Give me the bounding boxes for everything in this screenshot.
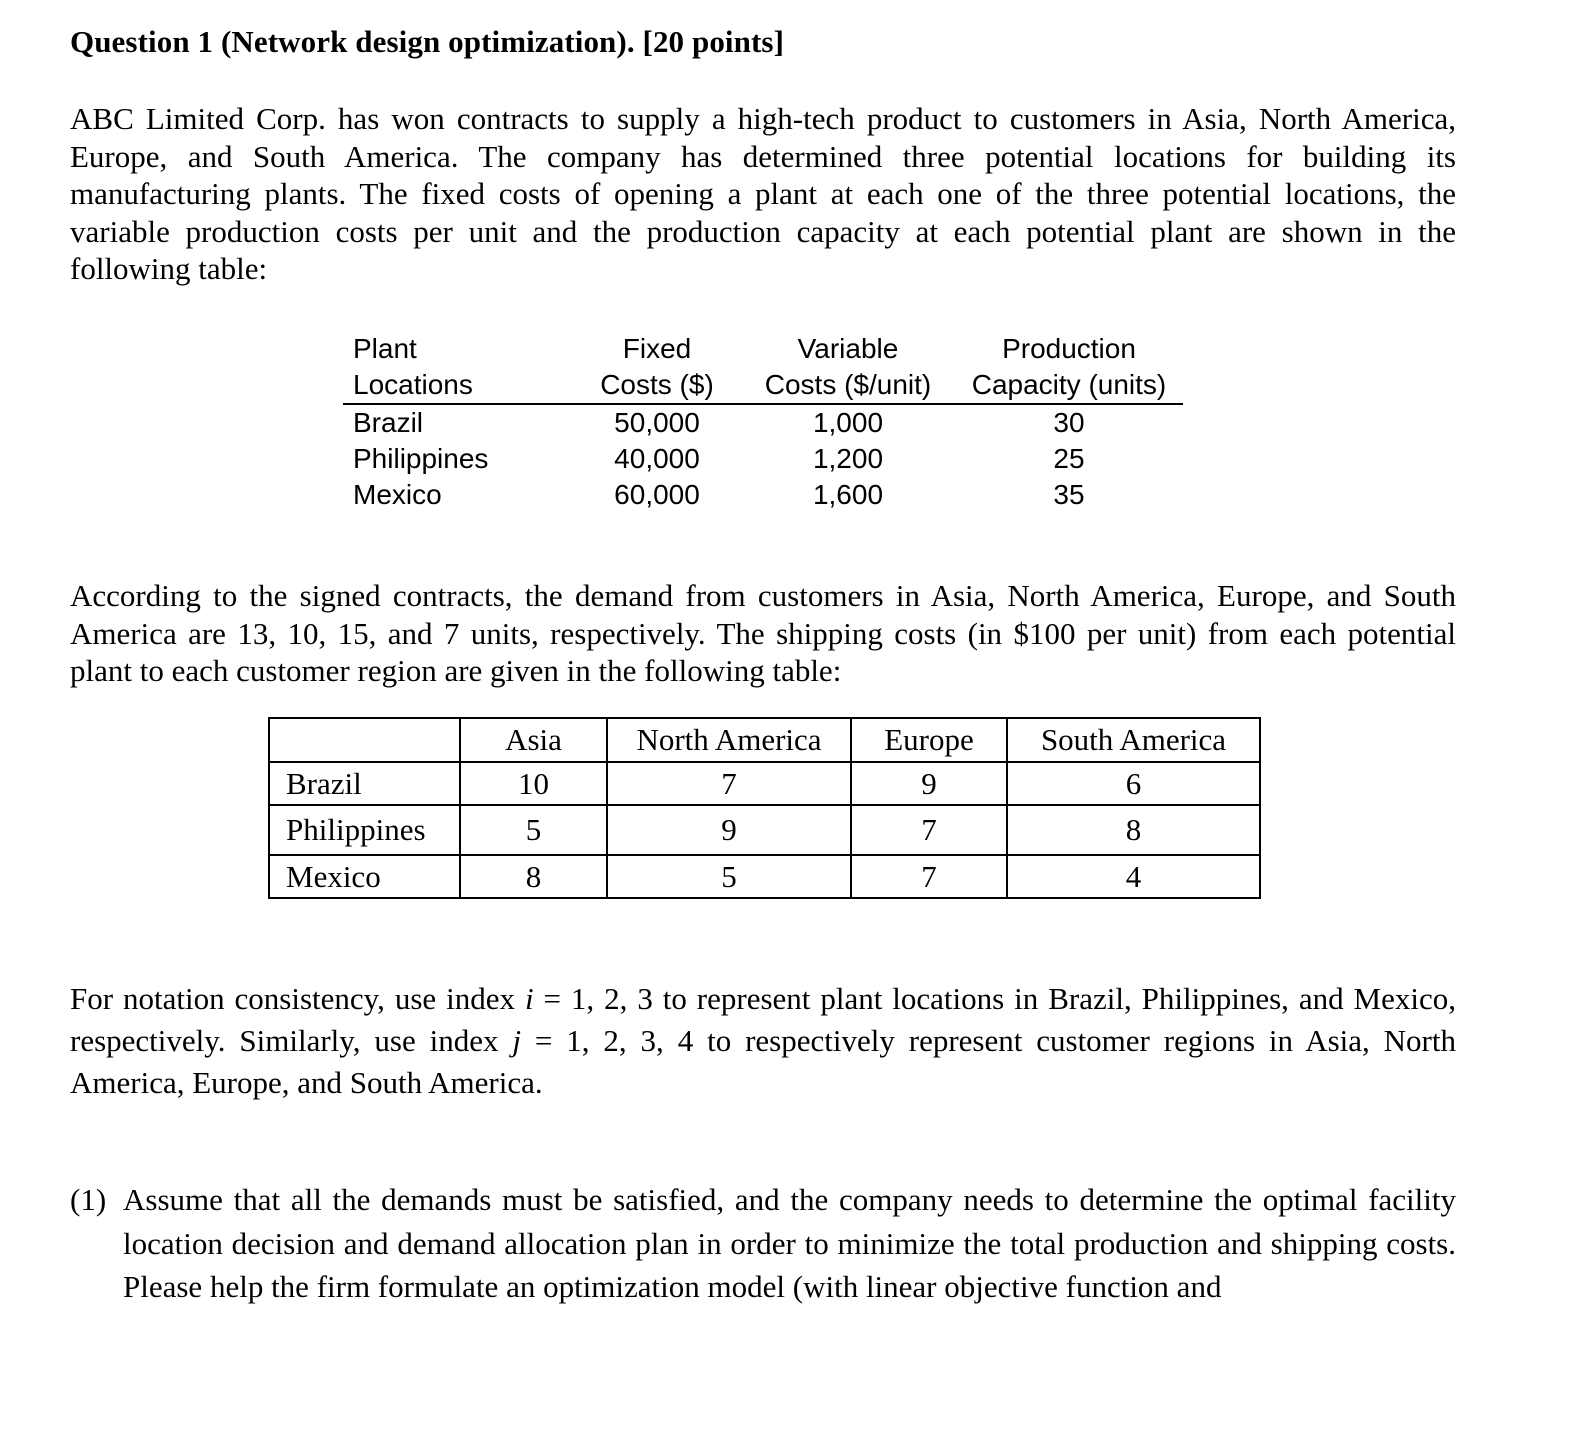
notation-text-part2: = 1, 2, 3 to represent plant locations in Brazil, Philippines, and Mexico, respectively. Similarly, use index bbox=[70, 981, 1456, 1058]
table-row bbox=[269, 855, 1260, 898]
capacity-cell: 25 bbox=[1053, 443, 1085, 474]
index-i-variable: i bbox=[524, 981, 534, 1016]
shipping-cost-cell: 7 bbox=[607, 762, 851, 805]
shipping-row-label: Philippines bbox=[269, 805, 460, 855]
variable-cost-cell: 1,600 bbox=[812, 479, 884, 510]
notation-text-part1: For notation consistency, use index bbox=[70, 981, 525, 1016]
plant-table-header-variable: Variable Costs ($/unit) bbox=[741, 331, 955, 404]
plant-cost-table bbox=[343, 331, 1183, 513]
shipping-table-corner-cell bbox=[269, 718, 460, 762]
question-1-item bbox=[70, 1178, 1456, 1309]
shipping-cost-cell: 6 bbox=[1007, 762, 1260, 805]
plant-table-header-location: Plant Locations bbox=[343, 331, 573, 404]
shipping-cost-table bbox=[268, 717, 1261, 899]
shipping-cost-cell: 9 bbox=[851, 762, 1007, 805]
question-1-text: Assume that all the demands must be satisfied, and the company needs to determine the optimal facility location decision and demand allocation plan in order to minimize the total production and shipping costs. Please help the firm formulate an optimization model (with linear objective function and bbox=[123, 1182, 1456, 1304]
table-row bbox=[269, 805, 1260, 855]
capacity-cell: 30 bbox=[1053, 407, 1085, 438]
shipping-cost-cell: 5 bbox=[460, 805, 607, 855]
fixed-cost-cell: 40,000 bbox=[614, 443, 700, 474]
question-title: Question 1 (Network design optimization). [20 points] bbox=[70, 24, 785, 59]
shipping-cost-cell: 8 bbox=[460, 855, 607, 898]
shipping-table-header-europe: Europe bbox=[851, 718, 1007, 762]
shipping-table-header-asia: Asia bbox=[460, 718, 607, 762]
table-row bbox=[343, 441, 1183, 477]
table-row bbox=[269, 762, 1260, 805]
shipping-row-label: Mexico bbox=[269, 855, 460, 898]
notation-text-part3: = 1, 2, 3, 4 to respectively represent customer regions in Asia, North America, Europe, and South America. bbox=[70, 1023, 1456, 1100]
shipping-cost-cell: 4 bbox=[1007, 855, 1260, 898]
plant-location-cell: Mexico bbox=[353, 479, 442, 510]
shipping-cost-cell: 5 bbox=[607, 855, 851, 898]
shipping-cost-cell: 7 bbox=[851, 805, 1007, 855]
shipping-cost-cell: 8 bbox=[1007, 805, 1260, 855]
demand-paragraph: According to the signed contracts, the demand from customers in Asia, North America, Europe, and South America are 13, 10, 15, and 7 units, respectively. The shipping costs (in $100 per unit) from each potential plant to each customer region are given in the following table: bbox=[70, 578, 1456, 688]
notation-paragraph bbox=[70, 978, 1456, 1104]
capacity-cell: 35 bbox=[1053, 479, 1085, 510]
fixed-cost-cell: 60,000 bbox=[614, 479, 700, 510]
shipping-table-header-south-america: South America bbox=[1007, 718, 1260, 762]
variable-cost-cell: 1,000 bbox=[812, 407, 884, 438]
shipping-table-header-north-america: North America bbox=[607, 718, 851, 762]
variable-cost-cell: 1,200 bbox=[812, 443, 884, 474]
table-row bbox=[343, 404, 1183, 441]
shipping-row-label: Brazil bbox=[269, 762, 460, 805]
plant-table-header-row bbox=[343, 331, 1183, 404]
question-1-number: (1) bbox=[70, 1182, 107, 1217]
shipping-cost-cell: 10 bbox=[460, 762, 607, 805]
index-j-variable: j bbox=[512, 1023, 522, 1058]
plant-table-header-capacity: Production Capacity (units) bbox=[955, 331, 1183, 404]
shipping-cost-cell: 7 bbox=[851, 855, 1007, 898]
shipping-cost-cell: 9 bbox=[607, 805, 851, 855]
intro-paragraph: ABC Limited Corp. has won contracts to supply a high-tech product to customers in Asia, North America, Europe, and South America. The company has determined three potential locations for building its manufacturing plants. The fixed costs of opening a plant at each one of the three potential locations, the variable production costs per unit and the production capacity at each potential plant are shown in the following table: bbox=[70, 101, 1456, 286]
plant-table-header-fixed: Fixed Costs ($) bbox=[573, 331, 741, 404]
fixed-cost-cell: 50,000 bbox=[614, 407, 700, 438]
table-row bbox=[343, 477, 1183, 513]
shipping-table-header-row bbox=[269, 718, 1260, 762]
plant-location-cell: Philippines bbox=[353, 443, 489, 474]
plant-location-cell: Brazil bbox=[353, 407, 424, 438]
